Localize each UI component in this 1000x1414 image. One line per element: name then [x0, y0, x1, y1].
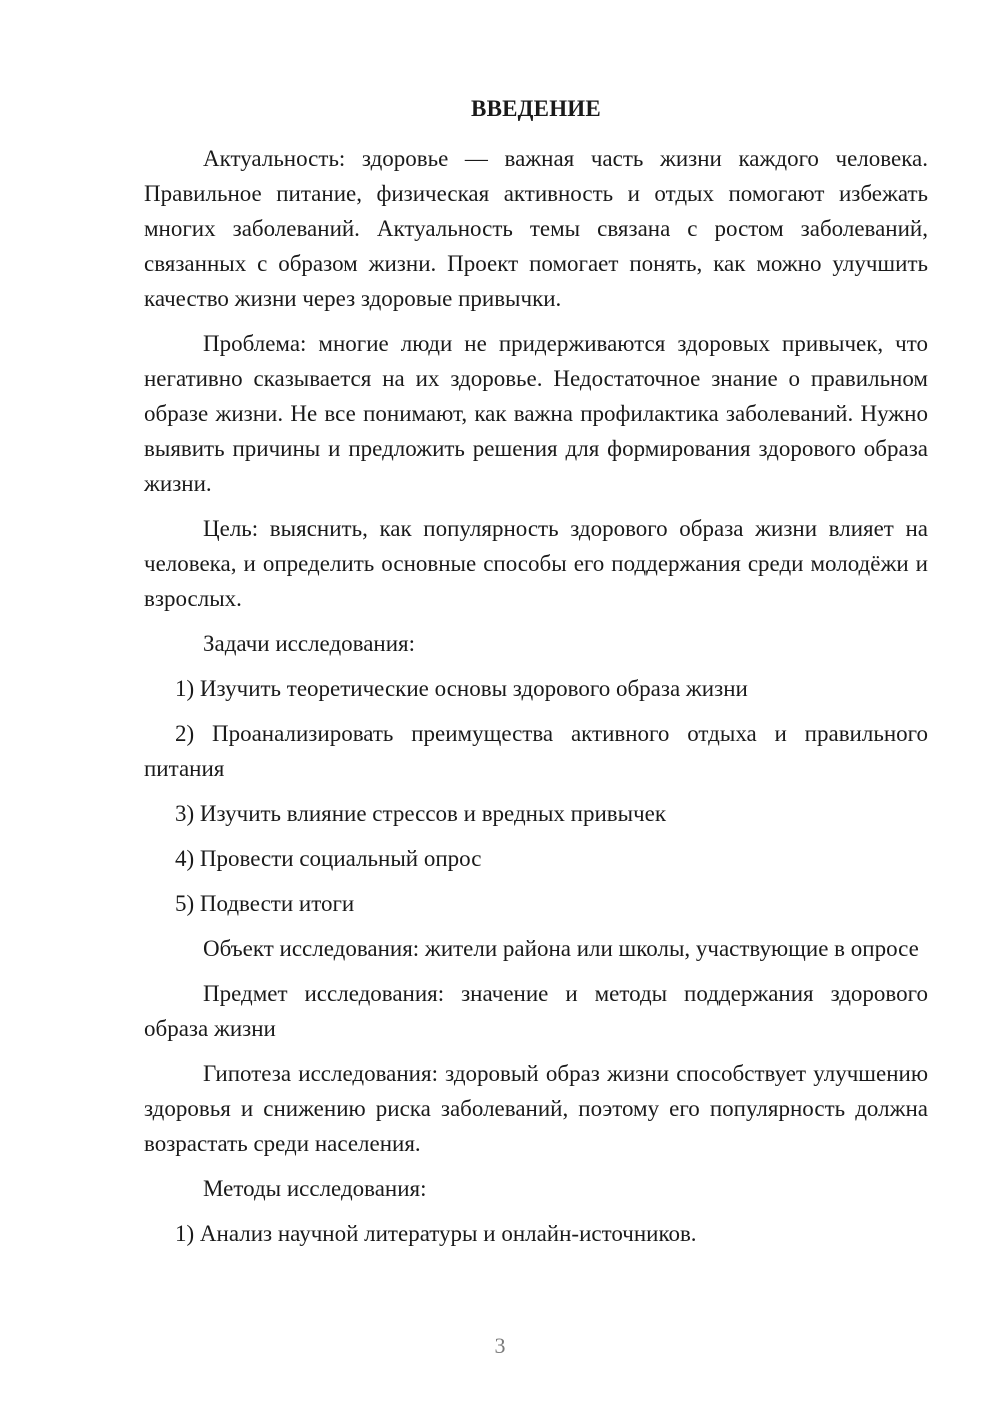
task-item-5: 5) Подвести итоги [175, 891, 355, 916]
object-paragraph: Объект исследования: жители района или школы, участвующие в опросе [203, 936, 919, 961]
section-heading: ВВЕДЕНИЕ [471, 96, 601, 121]
task-item-4: 4) Провести социальный опрос [175, 846, 482, 871]
task-item-1: 1) Изучить теоретические основы здорового образа жизни [175, 676, 748, 701]
problem-paragraph: Проблема: многие люди не придерживаются здоровых привычек, что негативно сказывается на их здоровье. Недостаточное знание о правильном образе жизни. Не все понимают, как важна профилактика заболеваний. Нужно выявить причины и предложить решения для формирования здорового образа жизни. [144, 331, 928, 496]
task-item-3: 3) Изучить влияние стрессов и вредных привычек [175, 801, 667, 826]
task-item-2: 2) Проанализировать преимущества активного отдыха и правильного питания [144, 721, 928, 781]
goal-paragraph: Цель: выяснить, как популярность здорового образа жизни влияет на человека, и определить основные способы его поддержания среди молодёжи и взрослых. [144, 516, 928, 611]
subject-paragraph: Предмет исследования: значение и методы поддержания здорового образа жизни [144, 981, 928, 1041]
hypothesis-paragraph: Гипотеза исследования: здоровый образ жизни способствует улучшению здоровья и снижению риска заболеваний, поэтому его популярность должна возрастать среди населения. [144, 1061, 928, 1156]
method-item-1: 1) Анализ научной литературы и онлайн-источников. [175, 1221, 697, 1246]
page-content [144, 94, 928, 1261]
relevance-paragraph: Актуальность: здоровье — важная часть жизни каждого человека. Правильное питание, физическая активность и отдых помогают избежать многих заболеваний. Актуальность темы связана с ростом заболеваний, связанных с образом жизни. Проект помогает понять, как можно улучшить качество жизни через здоровые привычки. [144, 146, 928, 311]
tasks-heading: Задачи исследования: [203, 631, 416, 656]
page-number: 3 [494, 1333, 506, 1358]
methods-heading: Методы исследования: [203, 1176, 427, 1201]
